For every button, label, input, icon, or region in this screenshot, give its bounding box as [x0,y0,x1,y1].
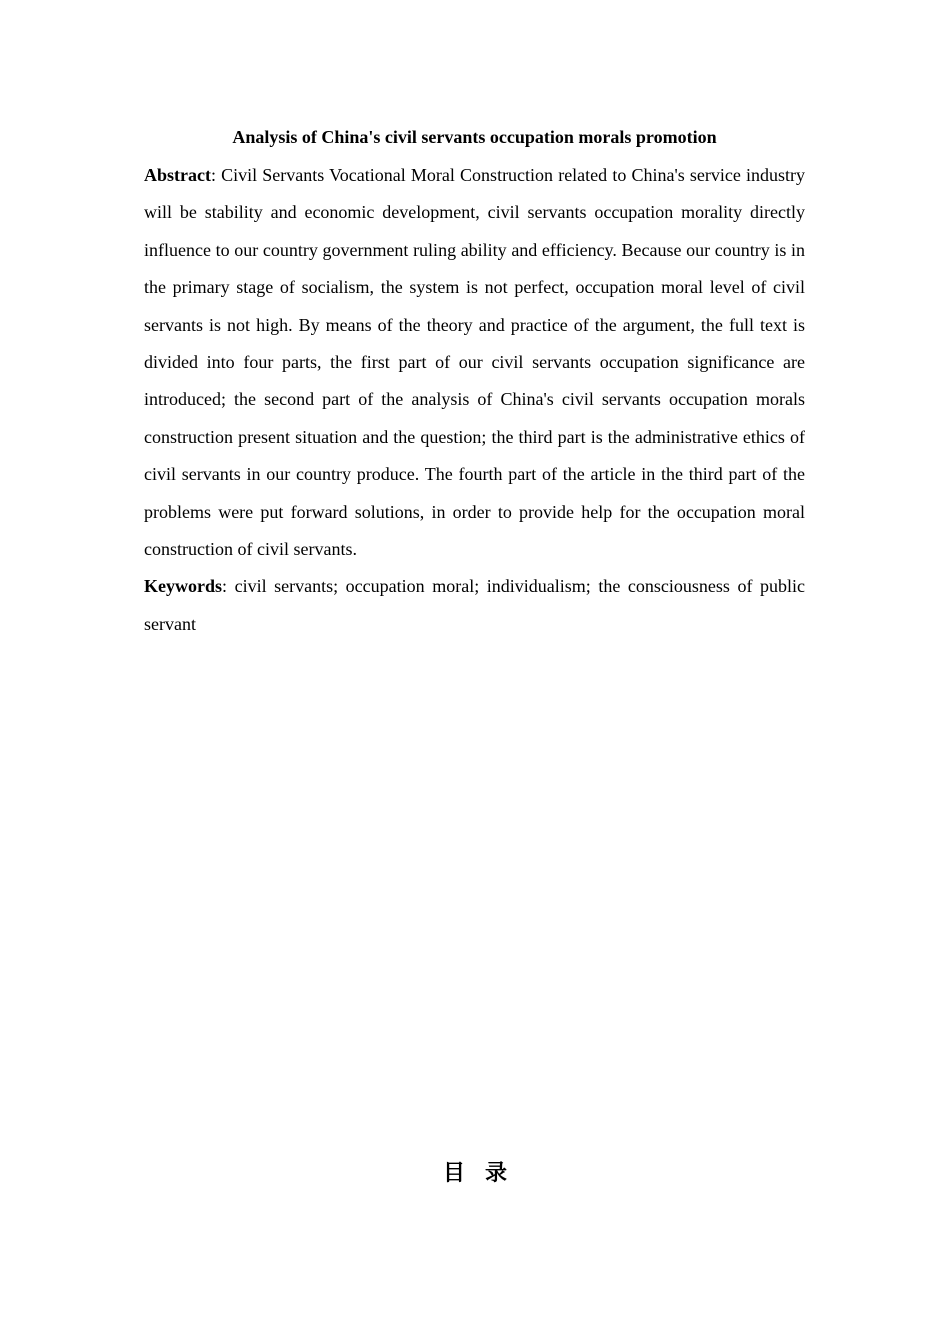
keywords-text: civil servants; occupation moral; individualism; the consciousness of public servant [144,576,805,634]
keywords-label: Keywords [144,576,222,597]
abstract-paragraph [144,157,805,568]
abstract-label: Abstract [144,165,211,185]
keywords-paragraph [144,568,805,643]
paper-title: Analysis of China's civil servants occupation morals promotion [232,127,717,147]
table-of-contents-heading: 目录 [442,1161,527,1186]
abstract-text: Civil Servants Vocational Moral Construction related to China's service industry will be stability and economic development, civil servants occupation morality directly influence to our country government ruling ability and efficiency. Because our country is in the primary stage of socialism, the system is not perfect, occupation moral level of civil servants is not high. By means of the theory and practice of the argument, the full text is divided into four parts, the first part of our civil servants occupation significance are introduced; the second part of the analysis of China's civil servants occupation morals construction present situation and the question; the third part is the administrative ethics of civil servants in our country produce. The fourth part of the article in the third part of the problems were put forward solutions, in order to provide help for the occupation moral construction of civil servants. [144,165,805,560]
abstract-section [144,123,805,643]
keywords-separator: : [222,576,235,597]
abstract-separator: : [210,165,222,185]
